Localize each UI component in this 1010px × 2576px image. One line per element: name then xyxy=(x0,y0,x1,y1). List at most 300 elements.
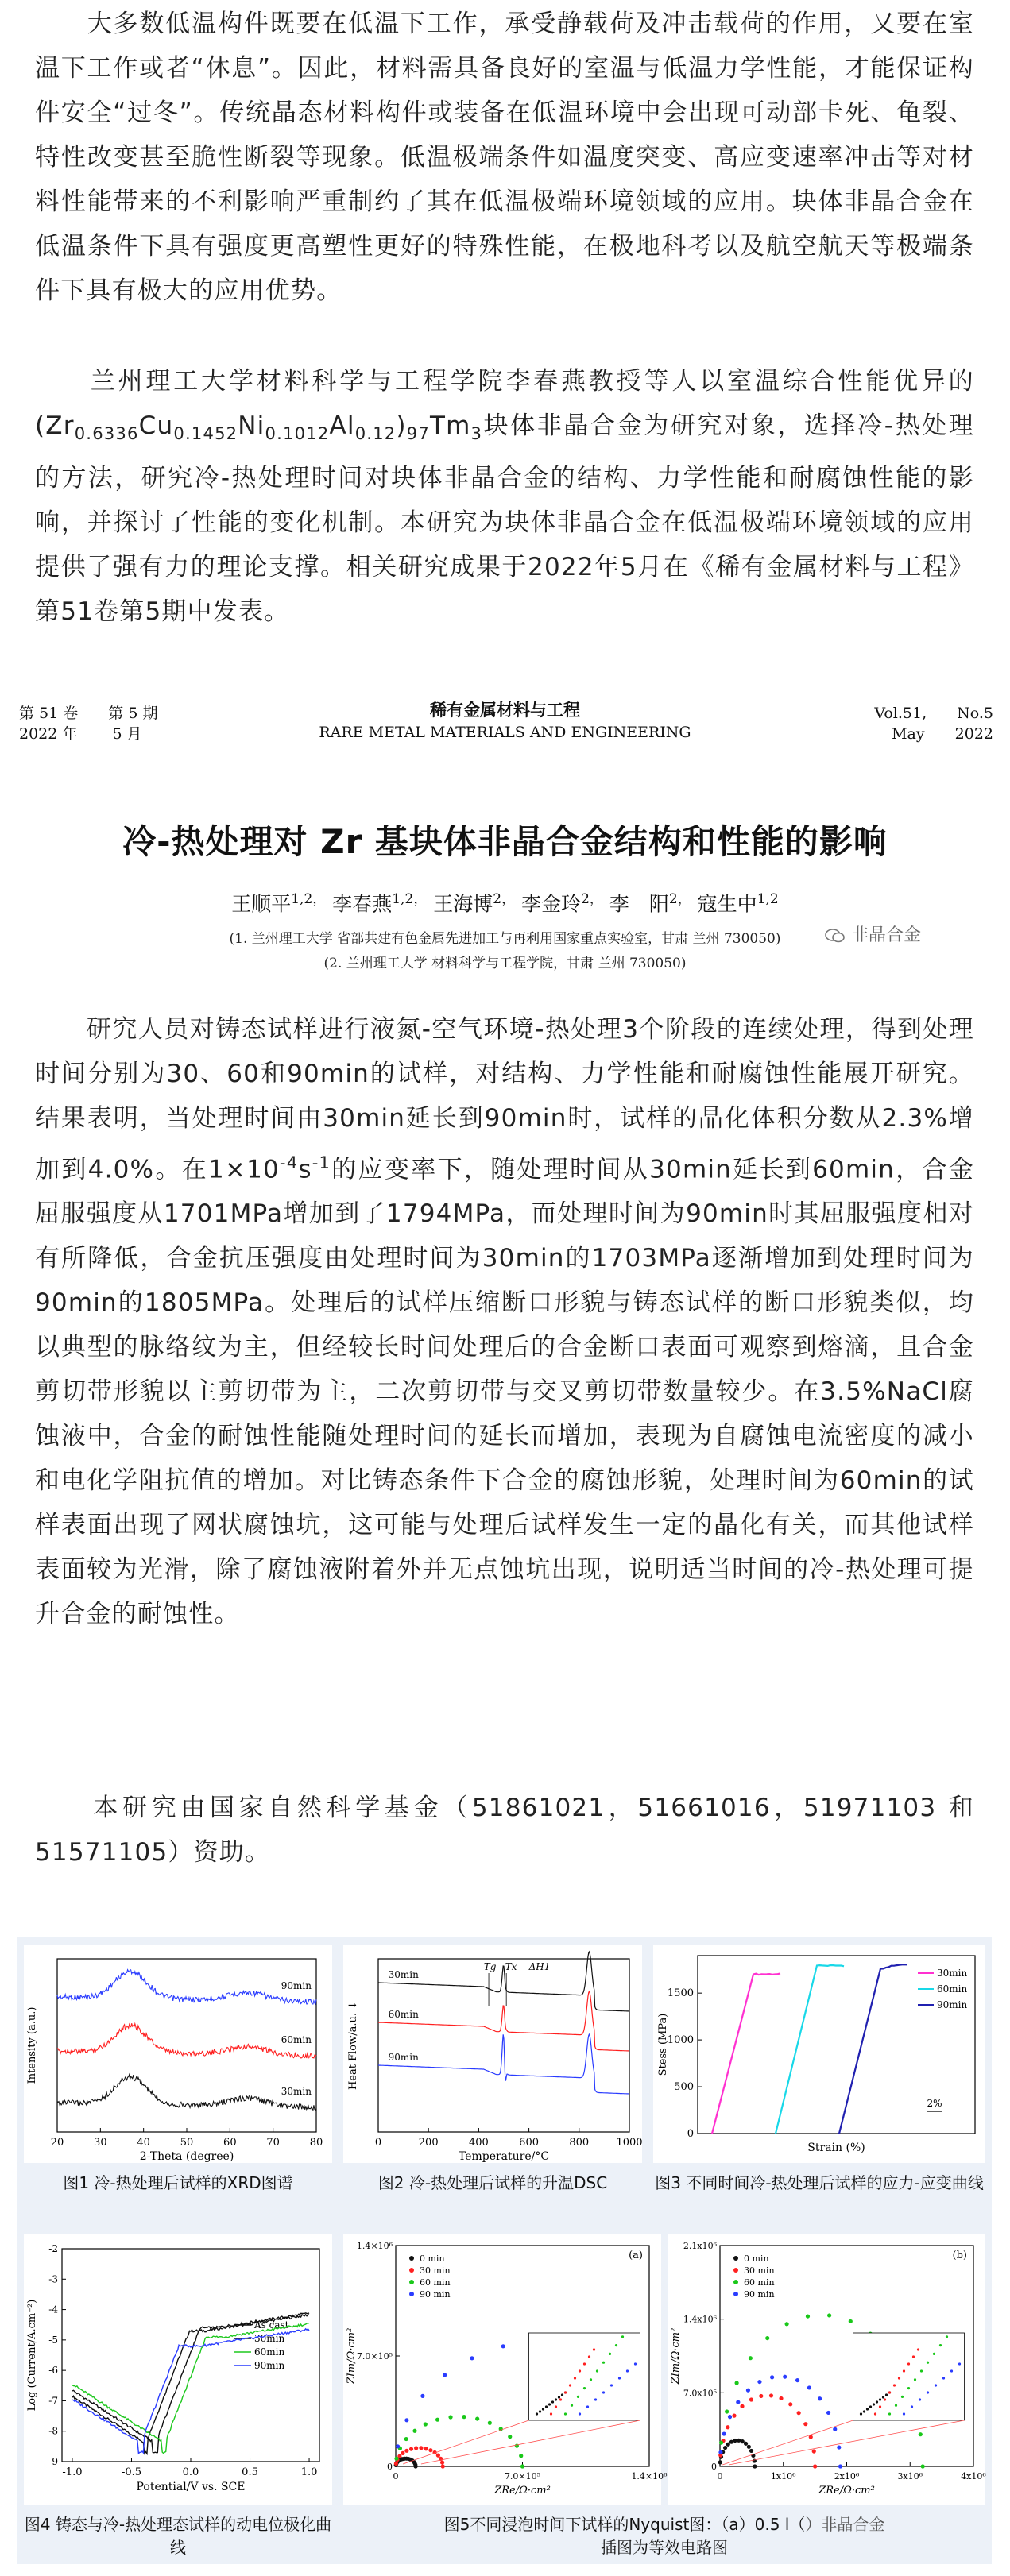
nyquist-a-inset-point xyxy=(626,2369,629,2372)
nyquist-a-inset-point xyxy=(602,2391,605,2393)
nyquist-a-panel-label: (a) xyxy=(629,2250,643,2261)
polar-x-tick-label: -1.0 xyxy=(62,2466,83,2478)
nyquist-a-inset-point xyxy=(559,2398,562,2400)
nyquist-a-inset-point xyxy=(615,2344,617,2346)
nyquist-b-inset-point xyxy=(879,2405,881,2408)
summary-paragraph: 研究人员对铸态试样进行液氮-空气环境-热处理3个阶段的连续处理，得到处理时间分别为30、60和90min的试样，对结构、力学性能和耐腐蚀性能展开研究。结果表明，当处理时间由30min延长到90min时，试样的晶化体积分数从2.3%增加到4.0%。在$1\times 10^{-4}s^{-1}$的应变率下，随处理时间从30min延长到60min，合金屈服强度从1701MPa增加到了1794MPa，而处理时间为90min时其屈服强度相对有所降低，合金抗压强度由处理时间为30min的1703MPa逐渐增加到处理时间为90min的1805MPa。处理后的试样压缩断口形貌与铸态试样的断口形貌类似，均以典型的脉络纹为主，但经较长时间处理后的合金断口表面可观察到熔滴，且合金剪切带形貌以主剪切带为主，二次剪切带与交叉剪切带数量较少。在3.5%NaCl腐蚀液中，合金的耐蚀性能随处理时间的延长而增加，表现为自腐蚀电流密度的减小和电化学阻抗值的增加。对比铸态条件下合金的腐蚀形貌，处理时间为60min的试样表面出现了网状腐蚀坑，这可能与处理后试样发生一定的晶化有关，而其他试样表面较为光滑，除了腐蚀液附着外并无点蚀坑出现，说明适当时间的冷-热处理可提升合金的耐蚀性。 xyxy=(35,1015,974,1629)
dsc-annotation-tx: Tx xyxy=(505,1961,517,1972)
nyquist-a-inset-point xyxy=(610,2384,613,2386)
author-affiliation-mark: 2， xyxy=(493,891,516,907)
nyquist-b-data-point xyxy=(779,2396,783,2400)
nyquist-b-legend-marker xyxy=(733,2268,738,2273)
nyquist-b-data-point xyxy=(827,2313,831,2317)
nyquist-b-data-point xyxy=(749,2449,753,2453)
xrd-y-label: Intensity (a.u.) xyxy=(26,2006,38,2084)
stress-y-tick-label: 1000 xyxy=(667,2034,694,2047)
nyquist-b-chart xyxy=(668,2234,985,2505)
nyquist-b-legend-label: 60 min xyxy=(744,2277,775,2288)
nyquist-a-inset-point xyxy=(634,2362,637,2365)
header-volume-cn: 第 51 卷 第 5 期 xyxy=(19,705,158,722)
nyquist-b-inset-point xyxy=(907,2362,910,2365)
nyquist-b-data-point xyxy=(769,2393,773,2397)
dsc-x-label: Temperature/°C xyxy=(458,2150,550,2163)
nyquist-a-x-tick-label: 7.0×10⁵ xyxy=(504,2471,541,2481)
stress-y-tick-label: 500 xyxy=(674,2081,694,2094)
nyquist-a-data-point xyxy=(501,2344,505,2348)
nyquist-a-data-point xyxy=(519,2454,523,2458)
nyquist-a-inset-point xyxy=(551,2400,554,2403)
fig3-caption: 图3 不同时间冷-热处理后试样的应力-应变曲线 xyxy=(655,2173,984,2192)
fig1-caption: 图1 冷-热处理后试样的XRD图谱 xyxy=(63,2173,293,2192)
nyquist-a-y-tick-label: 7.0×10⁵ xyxy=(356,2351,393,2362)
nyquist-a-inset-point xyxy=(548,2403,551,2405)
nyquist-b-inset-point xyxy=(884,2398,886,2400)
nyquist-a-data-point xyxy=(401,2451,404,2455)
polar-y-tick-label: -5 xyxy=(48,2334,58,2346)
polar-y-tick-label: -7 xyxy=(48,2395,58,2407)
affiliation-2: (2. 兰州理工大学 材料科学与工程学院，甘肃 兰州 730050) xyxy=(323,956,687,971)
nyquist-a-y-tick-label: 0 xyxy=(387,2462,393,2472)
nyquist-a-inset-point xyxy=(579,2412,581,2415)
nyquist-b-data-point xyxy=(809,2435,813,2439)
nyquist-b-data-point xyxy=(783,2375,787,2379)
nyquist-a-inset-point xyxy=(542,2408,544,2410)
polar-y-tick-label: -9 xyxy=(48,2456,58,2467)
nyquist-a-inset-point xyxy=(539,2410,541,2412)
stress-y-label: Stess (MPa) xyxy=(657,2013,669,2076)
nyquist-a-inset-point xyxy=(618,2377,621,2379)
stress-series-line xyxy=(712,1973,780,2134)
nyquist-b-inset-point xyxy=(888,2412,891,2415)
polar-y-tick-label: -8 xyxy=(48,2425,58,2437)
nyquist-b-panel-label: (b) xyxy=(952,2250,967,2261)
nyquist-a-y-label: ZIm/Ω·cm² xyxy=(346,2327,358,2385)
nyquist-a-data-point xyxy=(440,2460,444,2464)
nyquist-b-y-tick-label: 1.4x10⁶ xyxy=(683,2314,717,2325)
nyquist-a-inset-point xyxy=(564,2412,567,2415)
nyquist-b-data-point xyxy=(806,2314,810,2318)
nyquist-a-data-point xyxy=(424,2422,428,2426)
nyquist-a-inset-point xyxy=(583,2362,586,2365)
intro-paragraph-1: 大多数低温构件既要在低温下工作，承受静载荷及冲击载荷的作用，又要在室温下工作或者“休息”。因此，材料需具备良好的室温与低温力学性能，才能保证构件安全“过冬”。传统晶态材料构件或装备在低温环境中会出现可动部卡死、龟裂、特性改变甚至脆性断裂等现象。低温极端条件如温度突变、高应变速率冲击等对材料性能带来的不利影响严重制约了其在低温极端环境领域的应用。块体非晶合金在低温条件下具有强度更高塑性更好的特殊性能，在极地科考以及航空航天等极端条件下具有极大的应用优势。 xyxy=(35,10,974,305)
fig2-panel xyxy=(343,1945,642,2163)
nyquist-b-inset-point xyxy=(919,2398,921,2400)
nyquist-b-data-point xyxy=(837,2445,841,2449)
nyquist-a-inset-point xyxy=(609,2353,611,2355)
nyquist-b-inset-point xyxy=(950,2369,953,2372)
nyquist-b-data-point xyxy=(753,2464,757,2468)
xrd-x-tick-label: 30 xyxy=(94,2137,107,2149)
polar-x-tick-label: 1.0 xyxy=(300,2466,318,2478)
nyquist-b-data-point xyxy=(732,2414,736,2418)
dsc-x-tick-label: 0 xyxy=(374,2137,382,2149)
nyquist-b-data-point xyxy=(735,2381,739,2385)
nyquist-a-data-point xyxy=(394,2457,398,2461)
nyquist-b-data-point xyxy=(765,2336,769,2340)
stress-scale-label: 2% xyxy=(927,2098,942,2109)
nyquist-a-data-point xyxy=(462,2415,466,2419)
nyquist-b-data-point xyxy=(749,2397,753,2401)
nyquist-a-inset-point xyxy=(579,2369,581,2372)
nyquist-a-data-point xyxy=(404,2437,408,2441)
nyquist-b-x-tick-label: 1x10⁶ xyxy=(770,2471,796,2481)
nyquist-a-data-point xyxy=(443,2373,447,2377)
fig4-panel xyxy=(24,2234,332,2505)
nyquist-b-data-point xyxy=(746,2389,750,2393)
dsc-x-tick-label: 1000 xyxy=(616,2137,643,2149)
nyquist-a-inset-point xyxy=(593,2348,595,2350)
nyquist-b-inset-point xyxy=(874,2412,876,2415)
nyquist-b-data-point xyxy=(740,2404,744,2408)
nyquist-b-inset-point xyxy=(876,2400,878,2403)
dsc-series-label: 60min xyxy=(388,2009,419,2020)
polar-y-label: Log (Current/A.cm⁻²) xyxy=(26,2299,38,2412)
wechat-logo-icon xyxy=(825,928,846,944)
xrd-x-tick-label: 50 xyxy=(180,2137,194,2149)
nyquist-a-inset-point xyxy=(561,2393,563,2396)
xrd-series-line xyxy=(57,2023,316,2058)
nyquist-b-inset-point xyxy=(907,2387,910,2389)
alloy-formula: $(Zr_{0.6336}Cu_{0.1452}Ni_{0.1012}Al_{0.12})_{97}Tm_3$ xyxy=(35,411,483,444)
fig5b-panel xyxy=(668,2234,985,2505)
nyquist-b-data-point xyxy=(726,2443,730,2447)
header-date-en: May 2022 xyxy=(892,725,993,743)
nyquist-b-data-point xyxy=(725,2409,729,2413)
polar-y-tick-label: -4 xyxy=(48,2304,58,2315)
nyquist-b-data-point xyxy=(728,2415,732,2419)
fig2-caption: 图2 冷-热处理后试样的升温DSC xyxy=(377,2173,608,2192)
nyquist-b-data-point xyxy=(833,2427,837,2431)
fig5-caption: 图5不同浸泡时间下试样的Nyquist图：（a）0.5 l（）非晶合金 插图为等效电路图 xyxy=(443,2515,885,2557)
xrd-series-label: 30min xyxy=(281,2086,312,2097)
nyquist-b-inset-point xyxy=(942,2377,945,2379)
nyquist-a-data-point xyxy=(520,2464,524,2468)
nyquist-b-legend-marker xyxy=(733,2280,738,2284)
nyquist-a-inset-point xyxy=(574,2377,576,2379)
nyquist-a-data-point xyxy=(428,2448,432,2452)
fig5a-panel xyxy=(343,2234,668,2505)
nyquist-b-inset-point xyxy=(903,2369,905,2372)
nyquist-a-data-point xyxy=(409,2447,413,2451)
author-name: 李金玲 xyxy=(521,892,582,916)
article-title: 冷-热处理对 Zr 基块体非晶合金结构和性能的影响 xyxy=(122,822,888,861)
stress-series-line xyxy=(839,1964,907,2134)
xrd-series-label: 60min xyxy=(281,2034,312,2045)
nyquist-b-data-point xyxy=(813,2464,817,2468)
header-journal-cn: 稀有金属材料与工程 xyxy=(430,700,580,720)
author-list xyxy=(0,887,1010,917)
dsc-x-tick-label: 800 xyxy=(569,2137,590,2149)
nyquist-b-data-point xyxy=(759,2394,763,2398)
nyquist-b-inset-point xyxy=(888,2391,891,2393)
nyquist-a-legend-marker xyxy=(409,2280,414,2284)
nyquist-a-inset-point xyxy=(590,2378,592,2381)
author-name: 王顺平 xyxy=(231,892,292,916)
nyquist-b-data-point xyxy=(919,2432,923,2436)
nyquist-b-inset-point xyxy=(935,2384,937,2386)
nyquist-b-x-tick-label: 3x10⁶ xyxy=(897,2471,923,2481)
dsc-series-label: 90min xyxy=(388,2052,419,2063)
nyquist-a-data-point xyxy=(424,2447,428,2450)
nyquist-a-x-tick-label: 1.4×10⁶ xyxy=(631,2471,668,2481)
author-affiliation-mark: 2， xyxy=(581,891,603,907)
nyquist-b-data-point xyxy=(757,2380,761,2384)
nyquist-b-legend-label: 0 min xyxy=(744,2254,769,2264)
nyquist-b-data-point xyxy=(733,2439,737,2443)
nyquist-b-inset-point xyxy=(879,2398,881,2400)
xrd-x-tick-label: 70 xyxy=(266,2137,280,2149)
xrd-x-tick-label: 20 xyxy=(50,2137,64,2149)
nyquist-b-data-point xyxy=(812,2449,816,2453)
dsc-annotation-dh: ΔH1 xyxy=(528,1961,551,1972)
nyquist-b-inset-point xyxy=(869,2405,872,2408)
author-affiliation-mark: 1,2， xyxy=(392,891,428,907)
nyquist-a-legend-label: 30 min xyxy=(420,2265,451,2276)
dsc-series-label: 30min xyxy=(388,1969,419,1980)
nyquist-a-inset-point xyxy=(569,2384,571,2386)
stress-y-tick-label: 0 xyxy=(687,2128,694,2140)
nyquist-b-data-point xyxy=(921,2464,925,2468)
nyquist-b-data-point xyxy=(741,2439,745,2443)
nyquist-a-data-point xyxy=(435,2418,439,2422)
nyquist-a-y-tick-label: 1.4×10⁶ xyxy=(356,2241,393,2251)
nyquist-b-data-point xyxy=(795,2378,799,2382)
nyquist-a-inset-connector xyxy=(403,2420,528,2464)
stress-legend-label: 60min xyxy=(937,1983,968,1995)
nyquist-b-inset-point xyxy=(927,2362,929,2364)
nyquist-b-y-tick-label: 7.0x10⁵ xyxy=(683,2388,717,2399)
nyquist-b-data-point xyxy=(736,2400,740,2404)
dsc-x-tick-label: 400 xyxy=(468,2137,489,2149)
nyquist-b-inset-point xyxy=(914,2378,916,2381)
nyquist-a-data-point xyxy=(419,2446,423,2450)
nyquist-b-inset-point xyxy=(866,2408,869,2410)
polarization-chart xyxy=(24,2234,332,2505)
nyquist-b-data-point xyxy=(718,2460,722,2464)
nyquist-b-data-point xyxy=(723,2446,727,2450)
dsc-y-label: Heat Flow/a.u. ↓ xyxy=(347,2000,359,2091)
nyquist-b-y-tick-label: 2.1x10⁶ xyxy=(683,2241,717,2251)
polar-x-tick-label: 0.0 xyxy=(182,2466,199,2478)
author-name: 寇生中 xyxy=(697,892,757,916)
nyquist-b-data-point xyxy=(838,2464,842,2468)
nyquist-b-y-tick-label: 0 xyxy=(711,2462,717,2472)
intro-paragraph-2: 兰州理工大学材料科学与工程学院李春燕教授等人以室温综合性能优异的$(Zr_{0.6336}Cu_{0.1452}Ni_{0.1012}Al_{0.12})_{97}Tm_3$块体非晶合金为研究对象，选择冷-热处理的方法，研究冷-热处理时间对块体非晶合金的结构、力学性能和耐腐蚀性能的影响，并探讨了性能的变化机制。本研究为块体非晶合金在低温极端环境领域的应用提供了强有力的理论支撑。相关研究成果于2022年5月在《稀有金属材料与工程》第51卷第5期中发表。 xyxy=(35,367,974,627)
nyquist-a-inset-point xyxy=(577,2396,579,2398)
stress-legend-label: 30min xyxy=(937,1968,968,1979)
stress-series-line xyxy=(776,1965,844,2134)
nyquist-a-data-point xyxy=(488,2421,492,2425)
nyquist-a-data-point xyxy=(436,2454,440,2458)
dsc-x-tick-label: 600 xyxy=(519,2137,540,2149)
nyquist-a-data-point xyxy=(404,2449,408,2453)
nyquist-a-legend-label: 90 min xyxy=(420,2289,451,2300)
nyquist-b-inset-point xyxy=(939,2344,942,2346)
nyquist-a-inset-point xyxy=(583,2387,586,2389)
nyquist-a-data-point xyxy=(394,2462,398,2466)
dsc-chart xyxy=(343,1945,642,2163)
nyquist-a-data-point xyxy=(414,2446,418,2450)
stress-legend-label: 90min xyxy=(937,1999,968,2010)
nyquist-b-data-point xyxy=(747,2445,751,2449)
nyquist-a-inset-point xyxy=(621,2335,624,2338)
affiliation-1: (1. 兰州理工大学 省部共建有色金属先进加工与再利用国家重点实验室，甘肃 兰州 730050) xyxy=(229,931,781,947)
nyquist-b-data-point xyxy=(719,2441,723,2445)
watermark: 非晶合金 xyxy=(825,921,921,946)
polar-y-tick-label: -2 xyxy=(48,2243,58,2254)
nyquist-b-inset-point xyxy=(893,2384,896,2386)
stress-strain-chart xyxy=(653,1945,985,2163)
nyquist-b-data-point xyxy=(744,2442,748,2446)
nyquist-b-data-point xyxy=(797,2411,801,2415)
nyquist-a-legend-label: 0 min xyxy=(420,2254,445,2264)
nyquist-a-inset-point xyxy=(594,2398,597,2400)
nyquist-a-legend-marker xyxy=(409,2256,414,2261)
nyquist-b-inset-point xyxy=(863,2410,865,2412)
nyquist-b-legend-marker xyxy=(733,2256,738,2261)
nyquist-b-legend-label: 90 min xyxy=(744,2289,775,2300)
author-affiliation-mark: 1,2 xyxy=(757,891,779,907)
nyquist-b-data-point xyxy=(718,2450,722,2454)
xrd-x-label: 2-Theta (degree) xyxy=(139,2150,234,2163)
xrd-x-tick-label: 60 xyxy=(223,2137,237,2149)
nyquist-a-inset-point xyxy=(545,2405,548,2408)
nyquist-a-inset-connector xyxy=(421,2420,640,2464)
nyquist-b-data-point xyxy=(803,2422,807,2426)
polar-legend-label: As cast xyxy=(254,2319,289,2331)
nyquist-a-data-point xyxy=(475,2416,479,2420)
nyquist-b-data-point xyxy=(785,2322,789,2326)
nyquist-b-x-tick-label: 2x10⁶ xyxy=(834,2471,860,2481)
nyquist-b-legend-marker xyxy=(733,2292,738,2296)
nyquist-b-data-point xyxy=(729,2440,733,2444)
stress-y-tick-label: 1500 xyxy=(667,1987,694,2000)
nyquist-b-x-tick-label: 0 xyxy=(717,2471,723,2481)
nyquist-a-legend-marker xyxy=(409,2292,414,2296)
nyquist-a-legend-marker xyxy=(409,2268,414,2273)
nyquist-a-inset-point xyxy=(555,2405,557,2408)
polar-legend-label: 90min xyxy=(254,2360,285,2371)
nyquist-b-x-label: ZRe/Ω·cm² xyxy=(818,2485,875,2497)
nyquist-a-inset-point xyxy=(571,2404,573,2407)
nyquist-b-inset-point xyxy=(958,2362,961,2365)
author-affiliation-mark: 2， xyxy=(668,891,691,907)
funding-paragraph: 本研究由国家自然科学基金（51861021，51661016，51971103 和51571105）资助。 xyxy=(35,1794,974,1867)
nyquist-a-x-label: ZRe/Ω·cm² xyxy=(494,2485,551,2497)
nyquist-a-inset-point xyxy=(536,2412,538,2415)
nyquist-b-data-point xyxy=(749,2356,753,2360)
nyquist-b-legend-label: 30 min xyxy=(744,2265,775,2276)
nyquist-b-data-point xyxy=(770,2375,774,2379)
nyquist-b-inset-connector xyxy=(729,2420,964,2465)
nyquist-b-inset-point xyxy=(920,2369,923,2372)
author-affiliation-mark: 1,2， xyxy=(291,891,327,907)
nyquist-b-inset-point xyxy=(895,2404,897,2407)
nyquist-b-y-label: ZIm/Ω·cm² xyxy=(670,2327,682,2385)
nyquist-a-data-point xyxy=(404,2418,408,2422)
header-journal-en: RARE METAL MATERIALS AND ENGINEERING xyxy=(319,724,691,741)
polar-x-label: Potential/V vs. SCE xyxy=(136,2481,246,2493)
nyquist-a-data-point xyxy=(441,2464,445,2468)
nyquist-a-inset-point xyxy=(564,2391,567,2393)
nyquist-b-inset-point xyxy=(873,2403,875,2405)
nyquist-b-inset-point xyxy=(911,2405,913,2408)
dsc-series-line xyxy=(378,1952,629,2011)
dsc-series-line xyxy=(378,2034,629,2094)
nyquist-a-inset-point xyxy=(555,2398,557,2400)
nyquist-b-inset-point xyxy=(912,2355,915,2358)
nyquist-a-inset-point xyxy=(558,2396,560,2398)
polar-x-tick-label: 0.5 xyxy=(242,2466,258,2478)
fig3-panel xyxy=(653,1945,985,2163)
author-name: 李春燕 xyxy=(332,892,393,916)
stress-x-label: Strain (%) xyxy=(807,2142,865,2154)
author-name: 李 阳 xyxy=(609,892,669,916)
xrd-series-line xyxy=(57,2075,316,2111)
nyquist-b-data-point xyxy=(826,2411,830,2415)
nyquist-b-x-tick-label: 4x10⁶ xyxy=(961,2471,986,2481)
header-volume-en: Vol.51, No.5 xyxy=(874,705,993,722)
xrd-series-label: 90min xyxy=(281,1980,312,1991)
header-date-cn: 2022 年 5 月 xyxy=(19,725,142,743)
nyquist-b-inset-point xyxy=(882,2396,884,2398)
figure-area xyxy=(17,1937,992,2564)
nyquist-a-data-point xyxy=(396,2444,400,2448)
nyquist-a-data-point xyxy=(413,2464,417,2468)
nyquist-a-inset-point xyxy=(596,2369,598,2372)
fig4-caption: 图4 铸态与冷-热处理态试样的动电位极化曲线 xyxy=(24,2515,332,2557)
nyquist-b-data-point xyxy=(737,2439,741,2443)
nyquist-a-legend-label: 60 min xyxy=(420,2277,451,2288)
fig1-panel xyxy=(24,1945,332,2163)
nyquist-a-data-point xyxy=(420,2394,424,2398)
xrd-series-line xyxy=(57,1969,316,2004)
nyquist-a-data-point xyxy=(508,2435,512,2439)
polar-x-tick-label: -0.5 xyxy=(121,2466,142,2478)
xrd-chart xyxy=(24,1945,332,2163)
author-name: 王海博 xyxy=(433,892,493,916)
nyquist-a-inset-point xyxy=(588,2355,590,2358)
nyquist-a-x-tick-label: 0 xyxy=(393,2471,399,2481)
nyquist-b-data-point xyxy=(726,2425,729,2429)
polar-legend-label: 30min xyxy=(254,2333,285,2344)
nyquist-a-chart xyxy=(343,2234,668,2505)
xrd-x-tick-label: 80 xyxy=(309,2137,323,2149)
nyquist-b-inset-point xyxy=(917,2348,919,2350)
nyquist-b-data-point xyxy=(849,2319,853,2323)
dsc-x-tick-label: 200 xyxy=(418,2137,439,2149)
nyquist-a-data-point xyxy=(448,2415,452,2419)
nyquist-a-inset-point xyxy=(586,2405,589,2408)
polar-y-tick-label: -3 xyxy=(48,2273,58,2285)
nyquist-b-inset-point xyxy=(927,2391,929,2393)
nyquist-b-inset-point xyxy=(901,2396,904,2398)
nyquist-b-inset-point xyxy=(903,2412,905,2415)
nyquist-b-inset-point xyxy=(933,2353,935,2355)
nyquist-b-inset-point xyxy=(898,2377,900,2379)
nyquist-b-data-point xyxy=(788,2402,792,2406)
polar-legend-label: 60min xyxy=(254,2346,285,2358)
nyquist-a-inset-point xyxy=(550,2412,552,2415)
nyquist-b-inset-point xyxy=(946,2335,948,2338)
nyquist-b-inset-point xyxy=(885,2393,888,2396)
nyquist-a-data-point xyxy=(470,2356,474,2360)
xrd-x-tick-label: 40 xyxy=(137,2137,150,2149)
nyquist-b-data-point xyxy=(807,2385,811,2389)
nyquist-b-data-point xyxy=(818,2396,822,2400)
nyquist-a-data-point xyxy=(412,2429,416,2433)
nyquist-a-inset-point xyxy=(602,2362,605,2364)
